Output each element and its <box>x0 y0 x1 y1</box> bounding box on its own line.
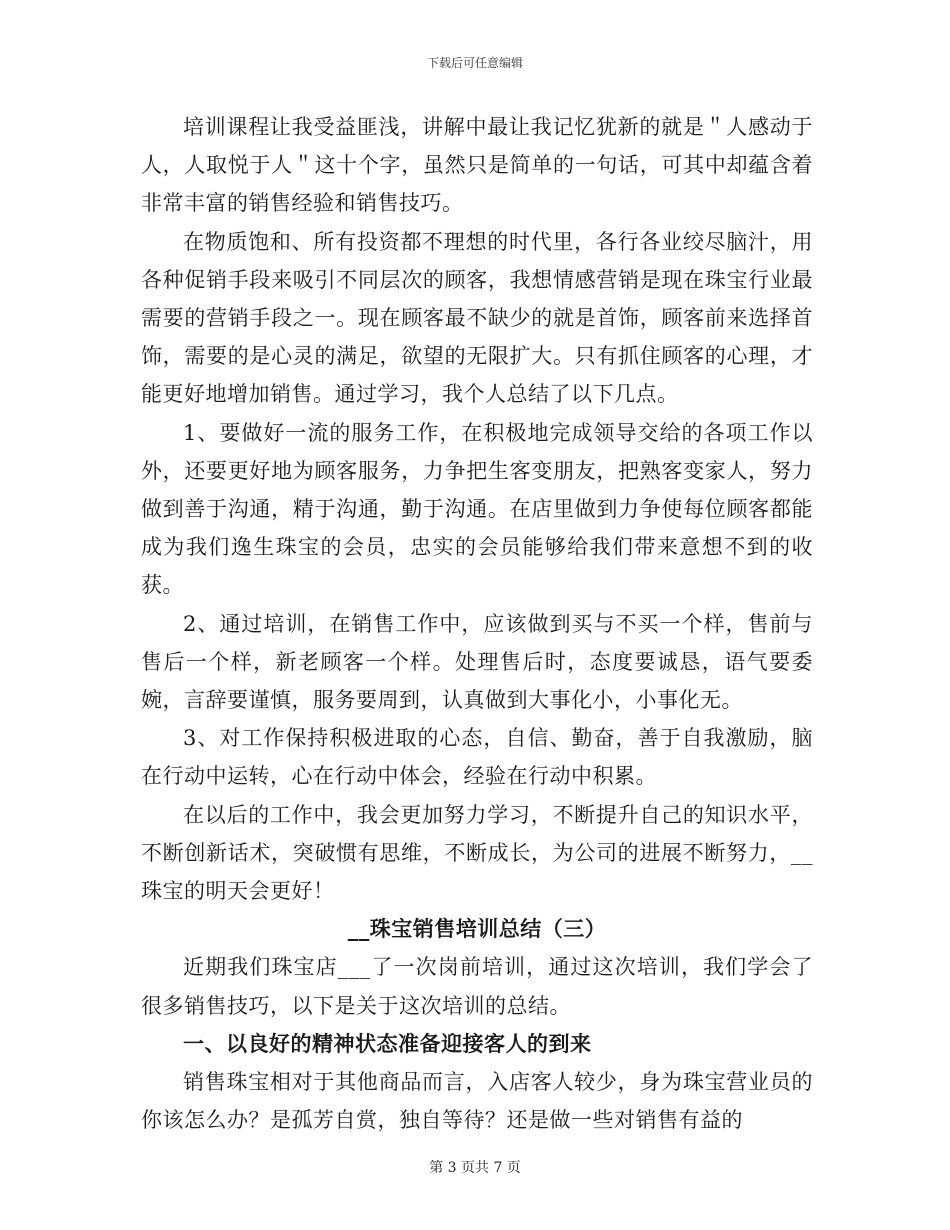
document-body <box>141 108 813 1139</box>
paragraph-point-1: 1、要做好一流的服务工作，在积极地完成领导交给的各项工作以外，还要更好地为顾客服务，力争把生客变朋友，把熟客变家人，努力做到善于沟通，精于沟通，勤于沟通。在店里做到力争使每位顾客都能成为我们逸生珠宝的会员，忠实的会员能够给我们带来意想不到的收获。 <box>141 420 813 598</box>
section-title: __珠宝销售培训总结（三） <box>347 916 607 942</box>
paragraph-point-3: 3、对工作保持积极进取的心态，自信、勤奋，善于自我激励，脑在行动中运转，心在行动中体会，经验在行动中积累。 <box>141 726 813 789</box>
page-header: 下载后可任意编辑 <box>426 56 523 70</box>
page-footer: 第 3 页共 7 页 <box>429 1160 521 1176</box>
paragraph-point-2: 2、通过培训，在销售工作中，应该做到买与不买一个样，售前与售后一个样，新老顾客一个样。处理售后时，态度要诚恳，语气要委婉，言辞要谨慎，服务要周到，认真做到大事化小，小事化无。 <box>141 611 813 713</box>
paragraph-training-impression: 培训课程让我受益匪浅，讲解中最让我记忆犹新的就是＂人感动于人，人取悦于人＂这十个字，虽然只是简单的一句话，可其中却蕴含着非常丰富的销售经验和销售技巧。 <box>141 115 813 216</box>
paragraph-emotional-marketing: 在物质饱和、所有投资都不理想的时代里，各行各业绞尽脑汁，用各种促销手段来吸引不同层次的顾客，我想情感营销是现在珠宝行业最需要的营销手段之一。现在顾客最不缺少的就是首饰，顾客前来选择首饰，需要的是心灵的满足，欲望的无限扩大。只有抓住顾客的心理，才能更好地增加销售。通过学习，我个人总结了以下几点。 <box>141 229 813 407</box>
paragraph-sales-attitude: 销售珠宝相对于其他商品而言，入店客人较少，身为珠宝营业员的你该怎么办？是孤芳自赏，独自等待？还是做一些对销售有益的 <box>141 1070 813 1133</box>
paragraph-intro: 近期我们珠宝店___了一次岗前培训，通过这次培训，我们学会了很多销售技巧，以下是关于这次培训的总结。 <box>141 955 813 1018</box>
paragraph-conclusion: 在以后的工作中，我会更加努力学习，不断提升自己的知识水平，不断创新话术，突破惯有思维，不断成长，为公司的进展不断努力，__珠宝的明天会更好！ <box>141 802 813 904</box>
section-heading-1: 一、以良好的精神状态准备迎接客人的到来 <box>183 1030 592 1056</box>
